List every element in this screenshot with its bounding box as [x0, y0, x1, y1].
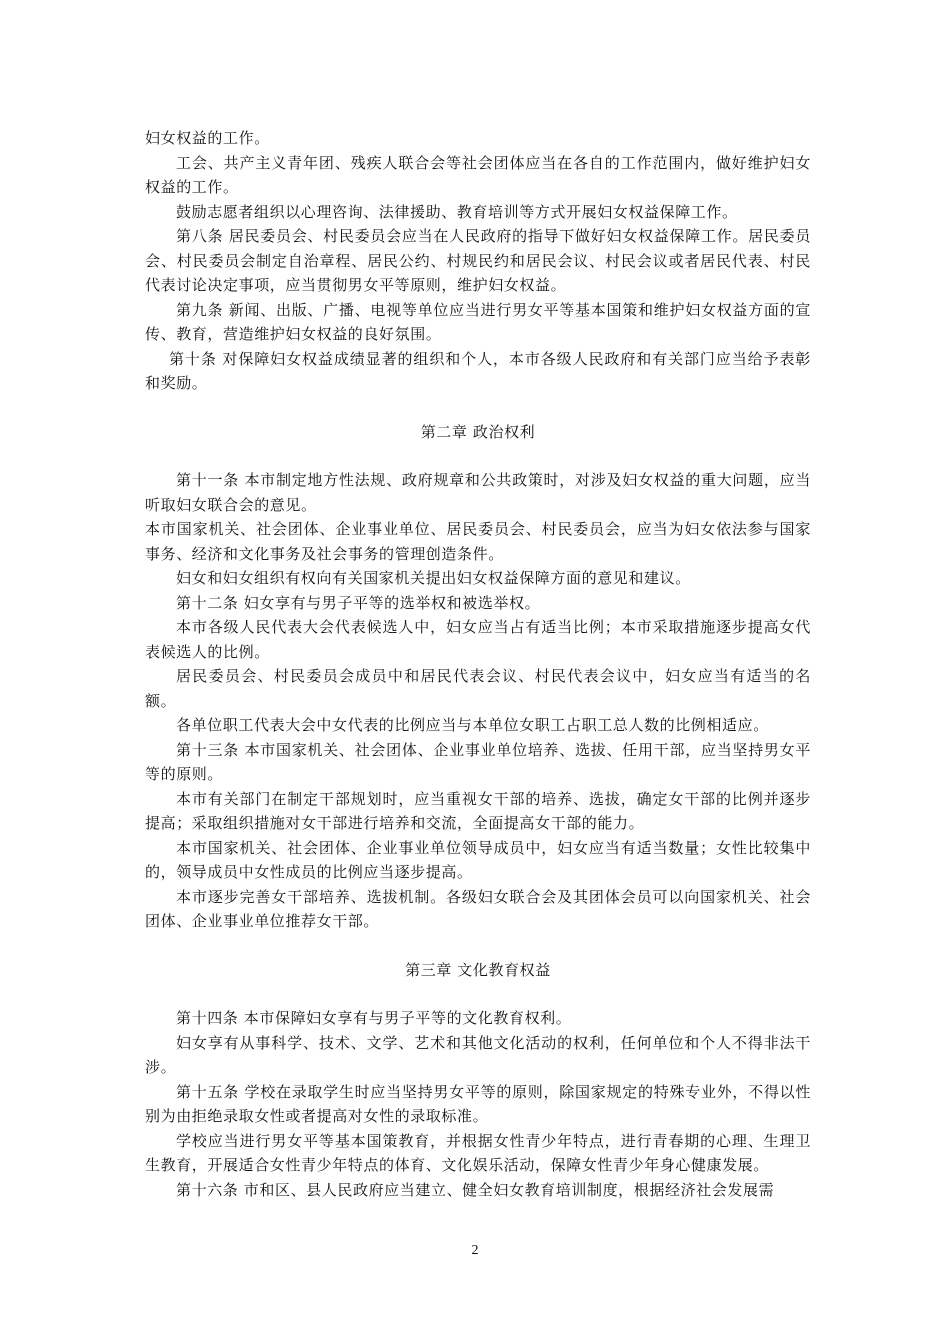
article-11: 第十一条 本市制定地方性法规、政府规章和公共政策时，对涉及妇女权益的重大问题，应当听取妇女联合会的意见。 [145, 471, 811, 514]
paragraph: 妇女享有从事科学、技术、文学、艺术和其他文化活动的权利，任何单位和个人不得非法干涉。 [145, 1033, 811, 1076]
article-13: 第十三条 本市国家机关、社会团体、企业事业单位培养、选拔、任用干部，应当坚持男女平等的原则。 [145, 740, 811, 783]
chapter-title: 第二章 政治权利 [420, 422, 536, 441]
article-9: 第九条 新闻、出版、广播、电视等单位应当进行男女平等基本国策和维护妇女权益方面的宣传、教育，营造维护妇女权益的良好氛围。 [145, 300, 811, 343]
article-16: 第十六条 市和区、县人民政府应当建立、健全妇女教育培训制度，根据经济社会发展需 [176, 1180, 775, 1199]
document-body [145, 126, 811, 1202]
paragraph: 鼓励志愿者组织以心理咨询、法律援助、教育培训等方式开展妇女权益保障工作。 [176, 202, 738, 221]
paragraph: 妇女权益的工作。 [145, 129, 270, 147]
paragraph: 本市各级人民代表大会代表候选人中，妇女应当占有适当比例；本市采取措施逐步提高女代表候选人的比例。 [145, 618, 811, 661]
article-15: 第十五条 学校在录取学生时应当坚持男女平等的原则，除国家规定的特殊专业外，不得以性别为由拒绝录取女性或者提高对女性的录取标准。 [145, 1082, 811, 1125]
paragraph: 本市有关部门在制定干部规划时，应当重视女干部的培养、选拔，确定女干部的比例并逐步提高；采取组织措施对女干部进行培养和交流，全面提高女干部的能力。 [145, 789, 811, 832]
paragraph: 妇女和妇女组织有权向有关国家机关提出妇女权益保障方面的意见和建议。 [176, 569, 691, 587]
article-12: 第十二条 妇女享有与男子平等的选举权和被选举权。 [176, 593, 541, 612]
paragraph: 本市国家机关、社会团体、企业事业单位领导成员中，妇女应当有适当数量；女性比较集中的，领导成员中女性成员的比例应当逐步提高。 [145, 838, 811, 881]
article-14: 第十四条 本市保障妇女享有与男子平等的文化教育权利。 [176, 1009, 572, 1027]
paragraph: 本市国家机关、社会团体、企业事业单位、居民委员会、村民委员会，应当为妇女依法参与国家事务、经济和文化事务及社会事务的管理创造条件。 [145, 520, 811, 563]
paragraph: 工会、共产主义青年团、残疾人联合会等社会团体应当在各自的工作范围内，做好维护妇女权益的工作。 [145, 153, 811, 196]
chapter-title: 第三章 文化教育权益 [405, 960, 551, 979]
paragraph: 居民委员会、村民委员会成员中和居民代表会议、村民代表会议中，妇女应当有适当的名额。 [145, 667, 811, 710]
page-number: 2 [471, 1243, 479, 1258]
article-8: 第八条 居民委员会、村民委员会应当在人民政府的指导下做好妇女权益保障工作。居民委员会、村民委员会制定自治章程、居民公约、村规民约和居民会议、村民会议或者居民代表、村民代表讨论决定事项，应当贯彻男女平等原则，维护妇女权益。 [145, 227, 811, 294]
article-10: 第十条 对保障妇女权益成绩显著的组织和个人，本市各级人民政府和有关部门应当给予表彰和奖励。 [145, 349, 811, 392]
paragraph: 学校应当进行男女平等基本国策教育，并根据女性青少年特点，进行青春期的心理、生理卫生教育，开展适合女性青少年特点的体育、文化娱乐活动，保障女性青少年身心健康发展。 [145, 1131, 811, 1174]
paragraph: 各单位职工代表大会中女代表的比例应当与本单位女职工占职工总人数的比例相适应。 [176, 716, 769, 734]
paragraph: 本市逐步完善女干部培养、选拔机制。各级妇女联合会及其团体会员可以向国家机关、社会团体、企业事业单位推荐女干部。 [145, 887, 811, 930]
